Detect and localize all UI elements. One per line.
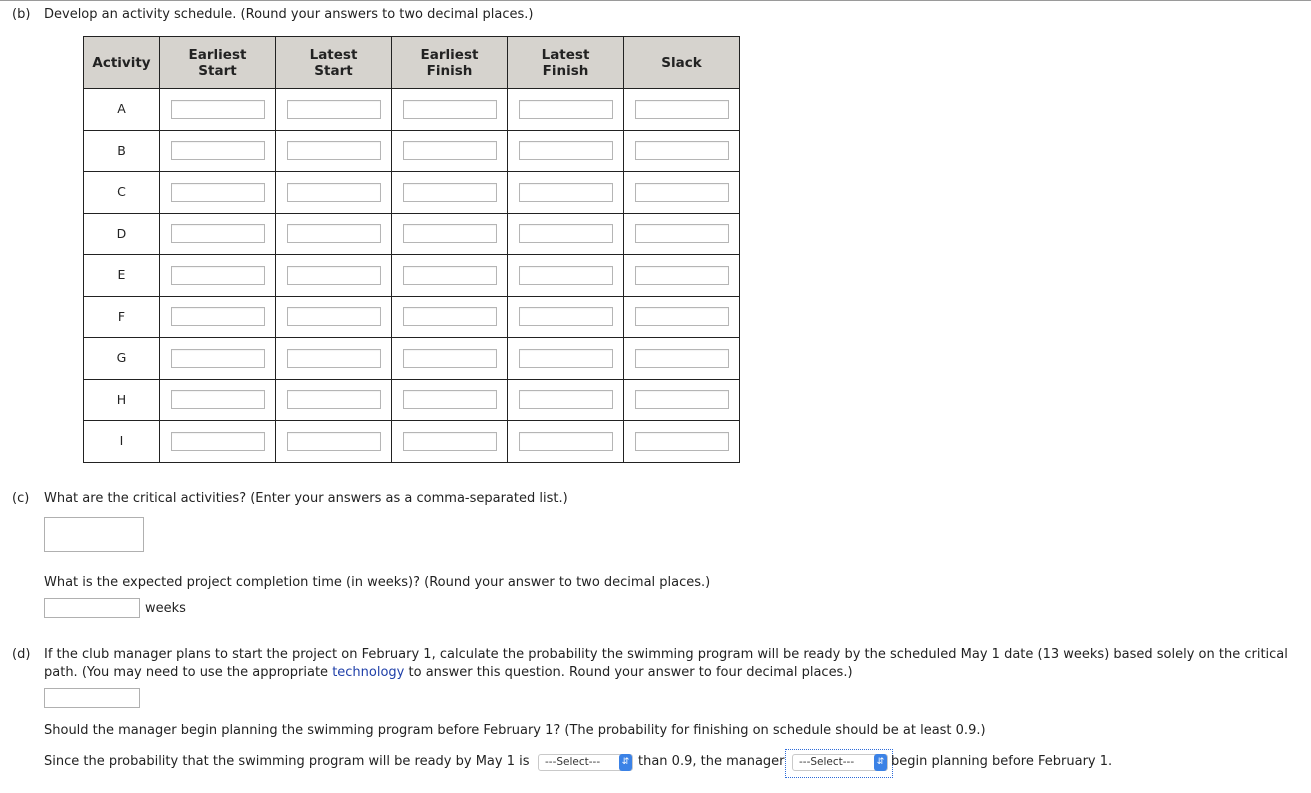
table-row (84, 172, 740, 214)
latest-finish-cell (508, 213, 624, 255)
earliest-start-cell (160, 255, 276, 297)
slack-cell (624, 130, 740, 172)
probability-input[interactable] (44, 688, 140, 708)
slack-cell (624, 213, 740, 255)
earliest-start-cell (160, 172, 276, 214)
earliest-start-cell (160, 379, 276, 421)
latest-start-input[interactable] (287, 266, 381, 285)
activity-cell (84, 213, 160, 255)
latest-start-input[interactable] (287, 224, 381, 243)
part-c-question: What are the critical activities? (Enter your answers as a comma-separated list.) (44, 491, 568, 506)
slack-input[interactable] (635, 307, 729, 326)
header-earliest-start: Earliest Start (160, 37, 276, 89)
activity-cell (84, 379, 160, 421)
earliest-finish-cell (392, 338, 508, 380)
latest-finish-input[interactable] (519, 100, 613, 119)
latest-start-cell (276, 421, 392, 463)
table-row (84, 421, 740, 463)
earliest-finish-input[interactable] (403, 141, 497, 160)
earliest-finish-cell (392, 296, 508, 338)
latest-finish-cell (508, 255, 624, 297)
activity-cell (84, 172, 160, 214)
earliest-finish-cell (392, 89, 508, 131)
slack-cell (624, 421, 740, 463)
latest-finish-input[interactable] (519, 266, 613, 285)
completion-time-input[interactable] (44, 598, 140, 618)
top-divider (0, 0, 1311, 1)
earliest-start-input[interactable] (171, 307, 265, 326)
header-activity: Activity (84, 37, 160, 89)
part-c-label: (c) (12, 491, 30, 506)
slack-cell (624, 89, 740, 131)
slack-input[interactable] (635, 224, 729, 243)
activity-label: A (117, 101, 126, 117)
table-row (84, 130, 740, 172)
header-earliest-finish: Earliest Finish (392, 37, 508, 89)
slack-input[interactable] (635, 141, 729, 160)
earliest-start-cell (160, 421, 276, 463)
latest-finish-input[interactable] (519, 307, 613, 326)
latest-start-input[interactable] (287, 307, 381, 326)
comparison-select[interactable] (538, 754, 633, 771)
latest-start-input[interactable] (287, 432, 381, 451)
part-d-question-line2 (44, 665, 853, 680)
slack-cell (624, 379, 740, 421)
earliest-finish-input[interactable] (403, 432, 497, 451)
latest-finish-cell (508, 130, 624, 172)
latest-start-cell (276, 255, 392, 297)
earliest-finish-input[interactable] (403, 224, 497, 243)
weeks-unit-label: weeks (145, 601, 186, 616)
table-row (84, 255, 740, 297)
since-text-mid: than 0.9, the manager (638, 754, 785, 769)
table-row (84, 338, 740, 380)
latest-finish-cell (508, 379, 624, 421)
earliest-start-input[interactable] (171, 432, 265, 451)
slack-input[interactable] (635, 349, 729, 368)
latest-finish-input[interactable] (519, 224, 613, 243)
latest-finish-cell (508, 296, 624, 338)
header-latest-start: Latest Start (276, 37, 392, 89)
latest-finish-input[interactable] (519, 141, 613, 160)
header-latest-finish: Latest Finish (508, 37, 624, 89)
latest-start-cell (276, 172, 392, 214)
table-row (84, 379, 740, 421)
earliest-start-input[interactable] (171, 390, 265, 409)
earliest-start-cell (160, 213, 276, 255)
earliest-finish-input[interactable] (403, 349, 497, 368)
part-d-line2-pre: path. (You may need to use the appropriate (44, 665, 333, 680)
earliest-start-input[interactable] (171, 100, 265, 119)
select-chevron-icon: ⇵ (619, 754, 632, 771)
part-d-question-line1: If the club manager plans to start the project on February 1, calculate the probability the swimming program will be ready by the scheduled May 1 date (13 weeks) based solely on the critical (44, 647, 1288, 662)
since-text-post: begin planning before February 1. (891, 754, 1113, 769)
latest-finish-cell (508, 172, 624, 214)
earliest-start-cell (160, 89, 276, 131)
latest-start-input[interactable] (287, 349, 381, 368)
earliest-start-cell (160, 296, 276, 338)
latest-start-cell (276, 379, 392, 421)
select-chevron-icon: ⇵ (874, 754, 887, 771)
activity-cell (84, 130, 160, 172)
latest-start-input[interactable] (287, 141, 381, 160)
earliest-finish-cell (392, 255, 508, 297)
part-c-heading (12, 491, 568, 506)
activity-label: F (117, 308, 126, 324)
slack-input[interactable] (635, 432, 729, 451)
earliest-finish-cell (392, 379, 508, 421)
table-row (84, 213, 740, 255)
activity-label: E (117, 267, 126, 283)
earliest-finish-input[interactable] (403, 390, 497, 409)
earliest-finish-input[interactable] (403, 183, 497, 202)
activity-label: H (116, 391, 127, 407)
latest-start-cell (276, 213, 392, 255)
earliest-finish-input[interactable] (403, 100, 497, 119)
manager-action-select-value: ---Select--- (799, 756, 855, 768)
latest-finish-cell (508, 421, 624, 463)
activity-schedule-table (83, 36, 740, 463)
part-b-heading (12, 7, 533, 22)
part-d-heading (12, 647, 1288, 662)
activity-cell (84, 89, 160, 131)
latest-finish-input[interactable] (519, 390, 613, 409)
header-slack: Slack (624, 37, 740, 89)
activity-cell (84, 296, 160, 338)
activity-cell (84, 421, 160, 463)
latest-finish-input[interactable] (519, 432, 613, 451)
completion-time-question: What is the expected project completion time (in weeks)? (Round your answer to two decimal places.) (44, 575, 711, 590)
earliest-start-input[interactable] (171, 141, 265, 160)
slack-cell (624, 255, 740, 297)
slack-input[interactable] (635, 266, 729, 285)
earliest-finish-cell (392, 213, 508, 255)
activity-label: B (117, 142, 126, 158)
activity-label: I (119, 433, 124, 449)
earliest-finish-cell (392, 130, 508, 172)
technology-link[interactable]: technology (332, 665, 405, 680)
latest-start-cell (276, 296, 392, 338)
table-row (84, 296, 740, 338)
earliest-start-cell (160, 130, 276, 172)
earliest-finish-input[interactable] (403, 266, 497, 285)
slack-input[interactable] (635, 390, 729, 409)
earliest-start-input[interactable] (171, 349, 265, 368)
slack-cell (624, 172, 740, 214)
table-header-row (84, 37, 740, 89)
comparison-select-value: ---Select--- (545, 756, 601, 768)
earliest-finish-cell (392, 172, 508, 214)
earliest-start-input[interactable] (171, 224, 265, 243)
slack-input[interactable] (635, 183, 729, 202)
latest-start-input[interactable] (287, 390, 381, 409)
latest-start-cell (276, 89, 392, 131)
earliest-start-input[interactable] (171, 183, 265, 202)
slack-input[interactable] (635, 100, 729, 119)
since-text-pre: Since the probability that the swimming program will be ready by May 1 is (44, 754, 530, 769)
activity-cell (84, 338, 160, 380)
activity-label: D (116, 225, 127, 241)
part-b-label: (b) (12, 7, 31, 22)
latest-finish-cell (508, 338, 624, 380)
part-d-label: (d) (12, 647, 31, 662)
should-manager-question: Should the manager begin planning the swimming program before February 1? (The probability for finishing on schedule should be at least 0.9.) (44, 723, 986, 738)
slack-cell (624, 338, 740, 380)
activity-label: G (116, 350, 127, 366)
latest-finish-input[interactable] (519, 349, 613, 368)
part-d-line2-post: to answer this question. Round your answer to four decimal places.) (404, 665, 853, 680)
latest-start-input[interactable] (287, 183, 381, 202)
activity-cell (84, 255, 160, 297)
latest-start-input[interactable] (287, 100, 381, 119)
latest-start-cell (276, 338, 392, 380)
earliest-start-cell (160, 338, 276, 380)
manager-action-select[interactable] (792, 754, 888, 771)
latest-finish-cell (508, 89, 624, 131)
latest-start-cell (276, 130, 392, 172)
earliest-finish-input[interactable] (403, 307, 497, 326)
critical-activities-input[interactable] (44, 517, 144, 552)
activity-label: C (117, 184, 126, 200)
latest-finish-input[interactable] (519, 183, 613, 202)
table-row (84, 89, 740, 131)
earliest-start-input[interactable] (171, 266, 265, 285)
part-b-instruction: Develop an activity schedule. (Round your answers to two decimal places.) (44, 7, 534, 22)
slack-cell (624, 296, 740, 338)
earliest-finish-cell (392, 421, 508, 463)
